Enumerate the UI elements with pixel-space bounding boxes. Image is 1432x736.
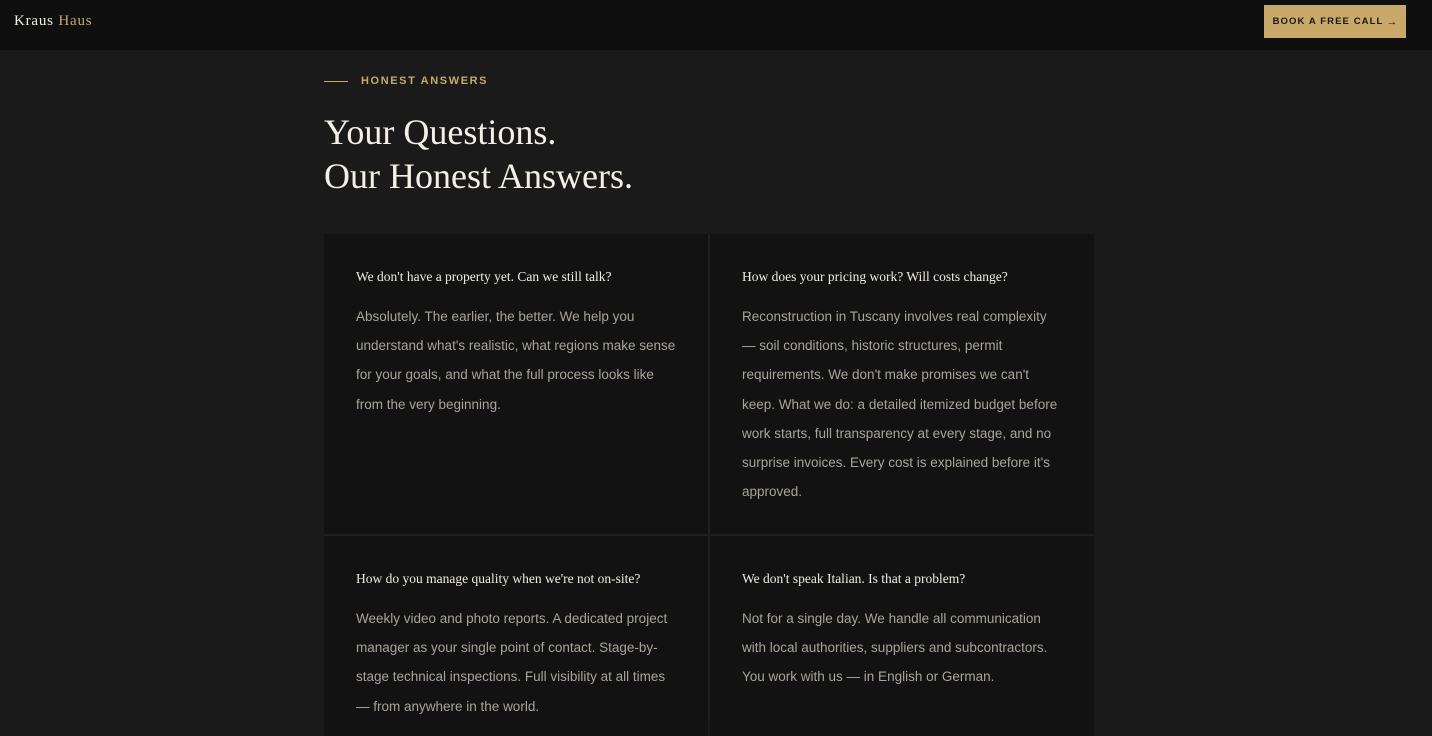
faq-card [324,536,708,736]
faq-card [324,234,708,534]
logo-word-haus: Haus [58,13,93,29]
section-title-line-2: Our Honest Answers. [324,156,633,196]
eyebrow-label: HONEST ANSWERS [361,75,489,87]
faq-answer: Not for a single day. We handle all communication with local authorities, suppliers and subcontractors. You work with us — in English or German. [742,611,1048,685]
faq-answer: Reconstruction in Tuscany involves real complexity — soil conditions, historic structures, permit requirements. We don't make promises we can't keep. What we do: a detailed itemized budget before work starts, full transparency at every stage, and no surprise invoices. Every cost is explained before it's approved. [742,309,1058,500]
brand-logo[interactable] [14,12,92,30]
section-title [324,110,633,198]
faq-question: We don't have a property yet. Can we still talk? [356,269,612,284]
book-free-call-label: BOOK A FREE CALL [1272,16,1384,27]
faq-card [710,536,1094,736]
eyebrow-accent-line [324,81,348,82]
faq-question: How does your pricing work? Will costs change? [742,269,1008,284]
arrow-right-icon: → [1386,15,1398,28]
faq-answer: Weekly video and photo reports. A dedicated project manager as your single point of contact. Stage-by-stage technical inspections. Full visibility at all times — from anywhere in the world. [356,611,668,714]
grid-divider-horizontal [324,534,1094,536]
book-free-call-button[interactable] [1264,5,1406,38]
section-eyebrow [324,74,488,88]
faq-question: How do you manage quality when we're not on-site? [356,571,641,586]
faq-answer: Absolutely. The earlier, the better. We help you understand what's realistic, what regions make sense for your goals, and what the full process looks like from the very beginning. [356,309,676,412]
faq-card [710,234,1094,534]
faq-question: We don't speak Italian. Is that a problem? [742,571,966,586]
section-title-line-1: Your Questions. [324,112,557,152]
grid-divider-vertical [708,234,710,721]
faq-grid [324,234,1094,721]
logo-word-kraus: Kraus [14,13,54,29]
top-navigation-bar [0,0,1432,50]
